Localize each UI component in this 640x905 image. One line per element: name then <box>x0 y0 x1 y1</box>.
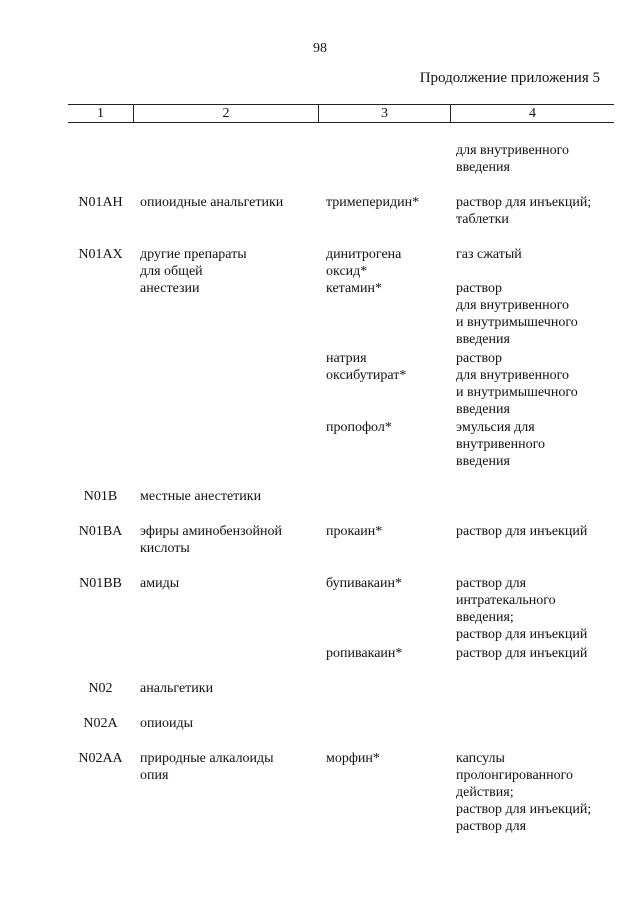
drug-name <box>326 575 452 592</box>
drug-name <box>326 523 452 540</box>
group-name <box>140 750 320 784</box>
atc-code: N01BB <box>79 576 122 591</box>
group-name <box>140 680 320 697</box>
dosage-form-line: интратекального <box>456 593 556 608</box>
group-line: амиды <box>140 576 180 591</box>
dosage-form-line: раствор для инъекций <box>456 627 588 642</box>
atc-code: N01AX <box>78 247 123 262</box>
dosage-form-line: для внутривенного <box>456 368 570 383</box>
dosage-form-line: эмульсия для <box>456 420 535 435</box>
page-number: 98 <box>313 41 327 56</box>
dosage-form-line: капсулы <box>456 751 505 766</box>
group-line: опиоиды <box>140 716 194 731</box>
group-line: другие препараты <box>140 247 247 262</box>
header-col-2: 2 <box>133 105 318 122</box>
dosage-form-cell <box>456 350 616 418</box>
table-header <box>68 104 614 123</box>
group-line: анальгетики <box>140 681 214 696</box>
drug-line: оксид* <box>326 264 368 279</box>
dosage-form-line: раствор <box>456 281 503 296</box>
drug-name <box>326 194 452 211</box>
drug-line: тримеперидин* <box>326 195 420 210</box>
dosage-form-cell <box>456 645 616 662</box>
dosage-form-line: раствор для инъекций <box>456 646 588 661</box>
dosage-form-line: введения; <box>456 610 514 625</box>
group-line: природные алкалоиды <box>140 751 274 766</box>
group-name <box>140 523 320 557</box>
dosage-form-line: введения <box>456 160 510 175</box>
group-name <box>140 246 320 297</box>
dosage-form-line: раствор для <box>456 576 527 591</box>
drug-line: пропофол* <box>326 420 392 435</box>
dosage-form-line: для внутривенного <box>456 143 570 158</box>
continuation-note: Продолжение приложения 5 <box>419 70 600 86</box>
dosage-form-line: таблетки <box>456 212 509 227</box>
header-col-4: 4 <box>450 105 614 122</box>
drug-line: кетамин* <box>326 281 383 296</box>
drug-name <box>326 246 452 297</box>
group-line: для общей <box>140 264 203 279</box>
dosage-form-line: пролонгированного <box>456 768 574 783</box>
atc-code: N01AH <box>78 195 123 210</box>
dosage-form-cell <box>456 142 616 176</box>
group-line: кислоты <box>140 541 190 556</box>
dosage-form-line: раствор <box>456 351 503 366</box>
dosage-form-line: и внутримышечного <box>456 315 578 330</box>
group-line: опиоидные анальгетики <box>140 195 284 210</box>
dosage-form-line: раствор для инъекций <box>456 524 588 539</box>
dosage-form-line: внутривенного <box>456 437 546 452</box>
dosage-form-cell <box>456 523 616 540</box>
drug-name <box>326 350 452 384</box>
dosage-form-cell <box>456 750 616 835</box>
group-name <box>140 194 320 211</box>
group-name <box>140 715 320 732</box>
atc-code: N02AA <box>78 751 123 766</box>
dosage-form-line: для внутривенного <box>456 298 570 313</box>
dosage-form-line: раствор для инъекций; <box>456 802 592 817</box>
atc-code: N02 <box>88 681 113 696</box>
dosage-form-line: введения <box>456 402 510 417</box>
dosage-form-line: раствор для инъекций; <box>456 195 592 210</box>
dosage-form-cell <box>456 194 616 228</box>
drug-line: динитрогена <box>326 247 402 262</box>
group-line: анестезии <box>140 281 200 296</box>
drug-name <box>326 750 452 767</box>
dosage-form-line: действия; <box>456 785 514 800</box>
group-name <box>140 575 320 592</box>
dosage-form-cell <box>456 246 616 348</box>
atc-code: N01BA <box>78 524 123 539</box>
group-line: эфиры аминобензойной <box>140 524 283 539</box>
drug-line: бупивакаин* <box>326 576 403 591</box>
header-col-1: 1 <box>97 106 104 121</box>
group-line: опия <box>140 768 169 783</box>
dosage-form-cell <box>456 419 616 470</box>
drug-line: ропивакаин* <box>326 646 403 661</box>
group-name <box>140 488 320 505</box>
dosage-form-line: и внутримышечного <box>456 385 578 400</box>
group-line: местные анестетики <box>140 489 262 504</box>
dosage-form-line: раствор для <box>456 819 527 834</box>
drug-line: натрия <box>326 351 367 366</box>
dosage-form-cell <box>456 575 616 643</box>
dosage-form-line: газ сжатый <box>456 247 522 262</box>
dosage-form-line: введения <box>456 332 510 347</box>
drug-name <box>326 645 452 662</box>
drug-line: морфин* <box>326 751 380 766</box>
drug-line: оксибутират* <box>326 368 407 383</box>
atc-code: N02A <box>83 716 118 731</box>
dosage-form-line: введения <box>456 454 510 469</box>
drug-name <box>326 419 452 436</box>
atc-code: N01B <box>83 489 118 504</box>
header-col-3: 3 <box>318 105 450 122</box>
drug-line: прокаин* <box>326 524 383 539</box>
